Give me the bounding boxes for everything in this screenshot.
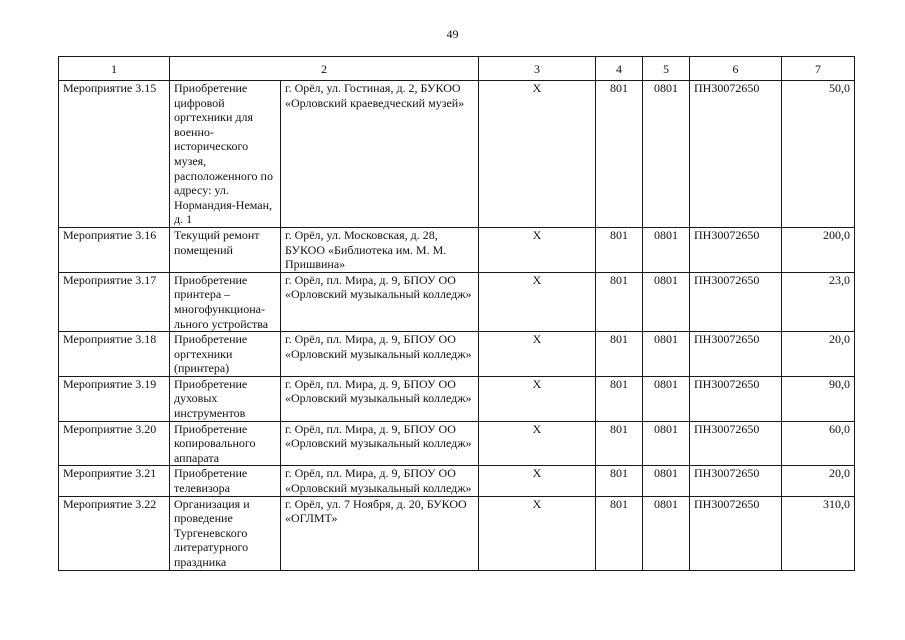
event-number-cell: Мероприятие 3.18 — [59, 332, 170, 377]
table-row — [59, 332, 855, 377]
page-number: 49 — [446, 27, 459, 41]
table-row — [59, 376, 855, 421]
column-4-cell: 801 — [596, 81, 643, 228]
table-row — [59, 272, 855, 331]
column-4-cell: 801 — [596, 496, 643, 570]
table-row — [59, 227, 855, 272]
address-cell: г. Орёл, ул. Московская, д. 28, БУКОО «Библиотека им. М. М. Пришвина» — [281, 227, 479, 272]
address-cell: г. Орёл, пл. Мира, д. 9, БПОУ ОО «Орловский музыкальный колледж» — [281, 421, 479, 466]
address-cell: г. Орёл, ул. 7 Ноября, д. 20, БУКОО «ОГЛМТ» — [281, 496, 479, 570]
column-3-cell: Х — [479, 227, 596, 272]
amount-cell: 50,0 — [782, 81, 855, 228]
event-name-cell: Приобретение принтера – многофункциона-льного устройства — [170, 272, 281, 331]
event-name-cell: Приобретение оргтехники (принтера) — [170, 332, 281, 377]
column-3-cell: Х — [479, 332, 596, 377]
budget-table — [58, 56, 855, 571]
address-cell: г. Орёл, пл. Мира, д. 9, БПОУ ОО «Орловский музыкальный колледж» — [281, 466, 479, 496]
column-5-cell: 0801 — [643, 466, 690, 496]
amount-cell: 20,0 — [782, 332, 855, 377]
budget-code-cell: ПН30072650 — [690, 81, 782, 228]
amount-cell: 20,0 — [782, 466, 855, 496]
amount-cell: 90,0 — [782, 376, 855, 421]
column-header-1: 1 — [59, 57, 170, 81]
event-name-cell: Приобретение телевизора — [170, 466, 281, 496]
column-4-cell: 801 — [596, 332, 643, 377]
table-row — [59, 421, 855, 466]
column-4-cell: 801 — [596, 272, 643, 331]
event-number-cell: Мероприятие 3.20 — [59, 421, 170, 466]
event-name-cell: Текущий ремонт помещений — [170, 227, 281, 272]
column-header-7: 7 — [782, 57, 855, 81]
table-row — [59, 496, 855, 570]
address-cell: г. Орёл, ул. Гостиная, д. 2, БУКОО «Орловский краеведческий музей» — [281, 81, 479, 228]
column-4-cell: 801 — [596, 227, 643, 272]
column-4-cell: 801 — [596, 421, 643, 466]
budget-code-cell: ПН30072650 — [690, 466, 782, 496]
amount-cell: 310,0 — [782, 496, 855, 570]
column-5-cell: 0801 — [643, 272, 690, 331]
budget-code-cell: ПН30072650 — [690, 227, 782, 272]
column-header-5: 5 — [643, 57, 690, 81]
budget-code-cell: ПН30072650 — [690, 421, 782, 466]
event-name-cell: Приобретение цифровой оргтехники для военно-исторического музея, расположенного по адресу: ул. Нормандия-Неман, д. 1 — [170, 81, 281, 228]
event-name-cell: Приобретение духовых инструментов — [170, 376, 281, 421]
event-number-cell: Мероприятие 3.21 — [59, 466, 170, 496]
column-3-cell: Х — [479, 466, 596, 496]
event-number-cell: Мероприятие 3.19 — [59, 376, 170, 421]
column-4-cell: 801 — [596, 376, 643, 421]
column-4-cell: 801 — [596, 466, 643, 496]
column-3-cell: Х — [479, 272, 596, 331]
budget-code-cell: ПН30072650 — [690, 496, 782, 570]
column-5-cell: 0801 — [643, 81, 690, 228]
event-number-cell: Мероприятие 3.16 — [59, 227, 170, 272]
amount-cell: 23,0 — [782, 272, 855, 331]
event-number-cell: Мероприятие 3.15 — [59, 81, 170, 228]
column-5-cell: 0801 — [643, 376, 690, 421]
address-cell: г. Орёл, пл. Мира, д. 9, БПОУ ОО «Орловский музыкальный колледж» — [281, 376, 479, 421]
column-header-6: 6 — [690, 57, 782, 81]
column-3-cell: Х — [479, 496, 596, 570]
column-5-cell: 0801 — [643, 227, 690, 272]
column-3-cell: Х — [479, 421, 596, 466]
table-row — [59, 81, 855, 228]
address-cell: г. Орёл, пл. Мира, д. 9, БПОУ ОО «Орловский музыкальный колледж» — [281, 272, 479, 331]
column-5-cell: 0801 — [643, 496, 690, 570]
budget-code-cell: ПН30072650 — [690, 272, 782, 331]
column-number-row — [59, 57, 855, 81]
budget-code-cell: ПН30072650 — [690, 376, 782, 421]
event-name-cell: Организация и проведение Тургеневского литературного праздника — [170, 496, 281, 570]
column-5-cell: 0801 — [643, 332, 690, 377]
table-row — [59, 466, 855, 496]
column-5-cell: 0801 — [643, 421, 690, 466]
column-header-4: 4 — [596, 57, 643, 81]
amount-cell: 200,0 — [782, 227, 855, 272]
event-number-cell: Мероприятие 3.22 — [59, 496, 170, 570]
column-3-cell: Х — [479, 81, 596, 228]
event-name-cell: Приобретение копировального аппарата — [170, 421, 281, 466]
event-number-cell: Мероприятие 3.17 — [59, 272, 170, 331]
column-header-3: 3 — [479, 57, 596, 81]
budget-code-cell: ПН30072650 — [690, 332, 782, 377]
column-header-2: 2 — [170, 57, 479, 81]
amount-cell: 60,0 — [782, 421, 855, 466]
column-3-cell: Х — [479, 376, 596, 421]
address-cell: г. Орёл, пл. Мира, д. 9, БПОУ ОО «Орловский музыкальный колледж» — [281, 332, 479, 377]
